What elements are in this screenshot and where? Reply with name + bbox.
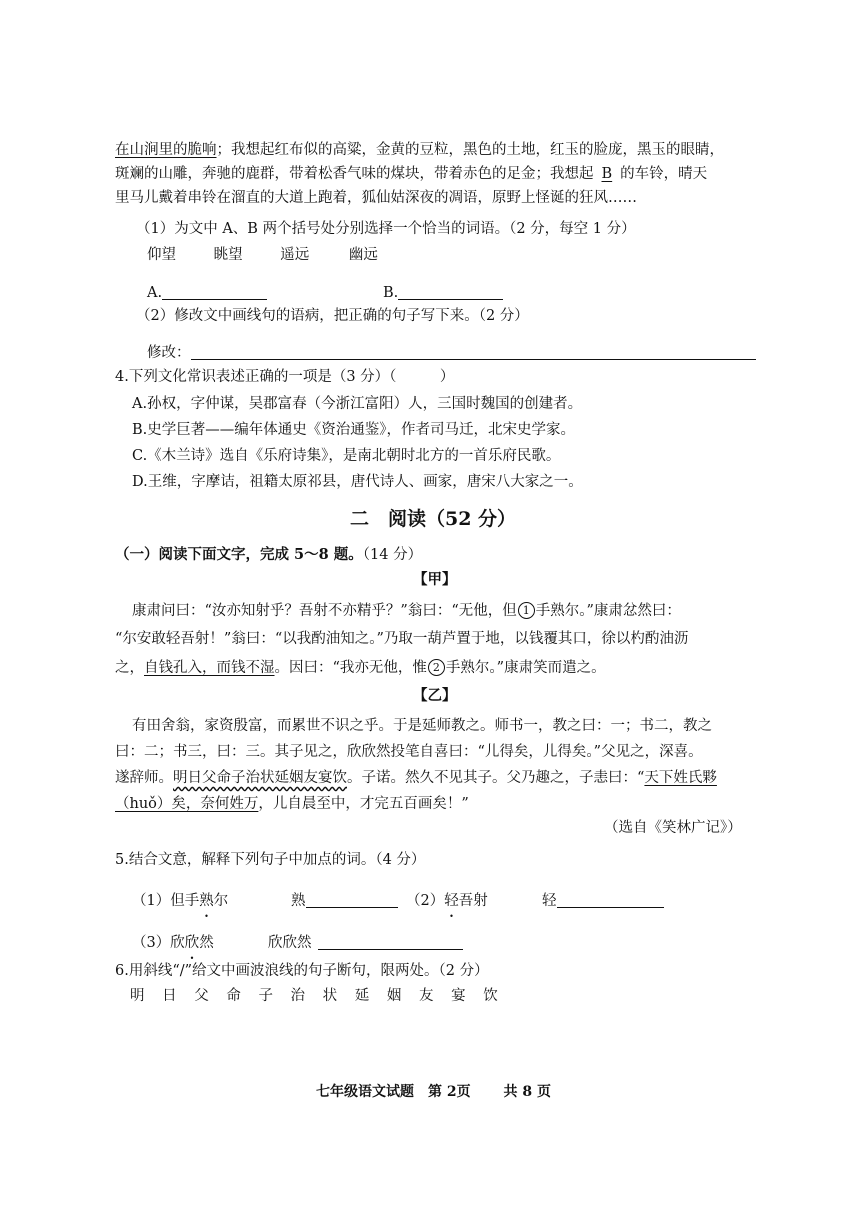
blank-line[interactable] bbox=[398, 283, 503, 300]
blank-line[interactable] bbox=[162, 283, 267, 300]
char: 命 bbox=[226, 988, 241, 1004]
passage-line-2: 斑斓的山雕，奔驰的鹿群，带着松香气味的煤块，带着赤色的足金；我想起 B 的车铃，晴天 bbox=[115, 166, 708, 182]
q5-answer-1[interactable]: 熟 bbox=[291, 891, 398, 911]
underlined-sentence: （huǒ）矣，奈何姓万 bbox=[115, 796, 259, 812]
q5-item-3: （3）欣欣然 bbox=[132, 935, 214, 951]
dotted-word: 欣欣然 bbox=[170, 935, 214, 951]
part1-heading: （一）阅读下面文字，完成 5～8 题。（14 分） bbox=[115, 546, 423, 563]
q5-answer-3[interactable]: 欣欣然 bbox=[268, 933, 463, 953]
text-yi-label: 【乙】 bbox=[413, 687, 457, 704]
q3-sub1: （1）为文中 A、B 两个括号处分别选择一个恰当的词语。（2 分，每空 1 分） bbox=[136, 221, 636, 237]
dotted-word: 熟 bbox=[199, 893, 214, 909]
jia-line-1: 康肃问曰：“汝亦知射乎？吾射不亦精乎？”翁曰：“无他，但 1 手熟尔。”康肃忿然曰： bbox=[132, 603, 681, 619]
char: 饮 bbox=[483, 988, 498, 1004]
q3-sub2: （2）修改文中画线句的语病，把正确的句子写下来。（2 分） bbox=[136, 308, 529, 324]
q4-option-c[interactable]: C.《木兰诗》选自《乐府诗集》，是南北朝时北方的一首乐府民歌。 bbox=[132, 448, 561, 464]
q4-option-b[interactable]: B.史学巨著——编年体通史《资治通鉴》，作者司马迁，北宋史学家。 bbox=[132, 422, 576, 438]
char: 状 bbox=[322, 988, 338, 1004]
jia-line-3: 之，自钱孔入，而钱不湿。因曰：“我亦无他，惟 2 手熟尔。”康肃笑而遣之。 bbox=[115, 660, 606, 676]
section-title: 二 阅读（52 分） bbox=[350, 508, 517, 530]
word-option: 仰望 bbox=[147, 247, 176, 263]
yi-line-4: （huǒ）矣，奈何姓万，儿自晨至中，才完五百画矣！” bbox=[115, 796, 469, 812]
q5-answer-2[interactable]: 轻 bbox=[542, 891, 664, 911]
page-footer: 七年级语文试题 第 2页 共 8 页 bbox=[316, 1084, 551, 1100]
yi-line-1: 有田舍翁，家资殷富，而累世不识之乎。于是延师教之。师书一，教之曰：一；书二，教之 bbox=[132, 718, 712, 734]
circled-number-2: 2 bbox=[428, 659, 445, 676]
answer-blank-a[interactable]: A. bbox=[147, 283, 267, 303]
q5-item-2: （2）轻吾射 bbox=[406, 893, 488, 909]
char: 友 bbox=[418, 988, 434, 1004]
yi-line-2: 曰：二；书三，曰：三。其子见之，欣欣然投笔自喜曰：“儿得矣，儿得矣。”父见之，深喜。 bbox=[115, 744, 703, 760]
source-citation: （选自《笑林广记》） bbox=[604, 820, 742, 836]
q5-stem: 5.结合文意，解释下列句子中加点的词。（4 分） bbox=[115, 852, 426, 868]
q6-sentence[interactable] bbox=[130, 986, 511, 1006]
char: 姻 bbox=[386, 988, 402, 1004]
blank-line[interactable] bbox=[191, 343, 756, 360]
circled-number-1: 1 bbox=[518, 602, 535, 619]
q4-option-a[interactable]: A.孙权，字仲谋，吴郡富春（今浙江富阳）人，三国时魏国的创建者。 bbox=[132, 396, 583, 412]
q4-option-d[interactable]: D.王维，字摩诘，祖籍太原祁县，唐代诗人、画家，唐宋八大家之一。 bbox=[132, 474, 583, 490]
word-option: 幽远 bbox=[348, 247, 378, 263]
dotted-word: 轻 bbox=[444, 893, 459, 909]
underlined-sentence: 在山涧里的脆响 bbox=[115, 142, 217, 158]
wavy-underlined-sentence: 明日父命子治状延姻友宴饮 bbox=[173, 770, 347, 786]
yi-line-3: 遂辞师。明日父命子治状延姻友宴饮。子诺。然久不见其子。父乃趣之，子恚曰：“天下姓氏夥 bbox=[115, 770, 717, 786]
blank-line[interactable] bbox=[557, 891, 664, 908]
jia-line-2: “尔安敢轻吾射！”翁曰：“以我酌油知之。”乃取一葫芦置于地，以钱覆其口，徐以杓酌油沥 bbox=[115, 631, 689, 647]
word-option: 眺望 bbox=[213, 247, 243, 263]
blank-b: B bbox=[601, 166, 613, 182]
answer-blank-b[interactable]: B. bbox=[383, 283, 503, 303]
char: 日 bbox=[162, 988, 177, 1004]
char: 宴 bbox=[451, 988, 466, 1004]
char: 明 bbox=[130, 988, 145, 1004]
passage-line-1: 在山涧里的脆响；我想起红布似的高粱，金黄的豆粒，黑色的土地，红玉的脸庞，黑玉的眼睛， bbox=[115, 142, 724, 158]
char: 父 bbox=[194, 988, 209, 1004]
underlined-sentence: 天下姓氏夥 bbox=[644, 770, 717, 786]
q6-stem: 6.用斜线“/”给文中画波浪线的句子断句，限两处。（2 分） bbox=[115, 963, 489, 979]
word-option: 遥远 bbox=[280, 247, 310, 263]
modify-answer[interactable]: 修改： bbox=[147, 343, 756, 363]
passage-line-3: 里马儿戴着串铃在溜直的大道上跑着，狐仙姑深夜的凋语，原野上怪诞的狂风…… bbox=[115, 190, 637, 206]
char: 延 bbox=[354, 988, 370, 1004]
char: 子 bbox=[258, 988, 273, 1004]
q3-word-list bbox=[147, 245, 378, 265]
blank-line[interactable] bbox=[306, 891, 398, 908]
q4-stem: 4.下列文化常识表述正确的一项是（3 分）（ ） bbox=[115, 369, 455, 385]
text-jia-label: 【甲】 bbox=[413, 571, 457, 588]
char: 治 bbox=[290, 988, 306, 1004]
blank-line[interactable] bbox=[318, 933, 463, 950]
underlined-sentence: 自钱孔入，而钱不湿 bbox=[144, 660, 275, 676]
q5-item-1: （1）但手熟尔 bbox=[132, 893, 229, 909]
